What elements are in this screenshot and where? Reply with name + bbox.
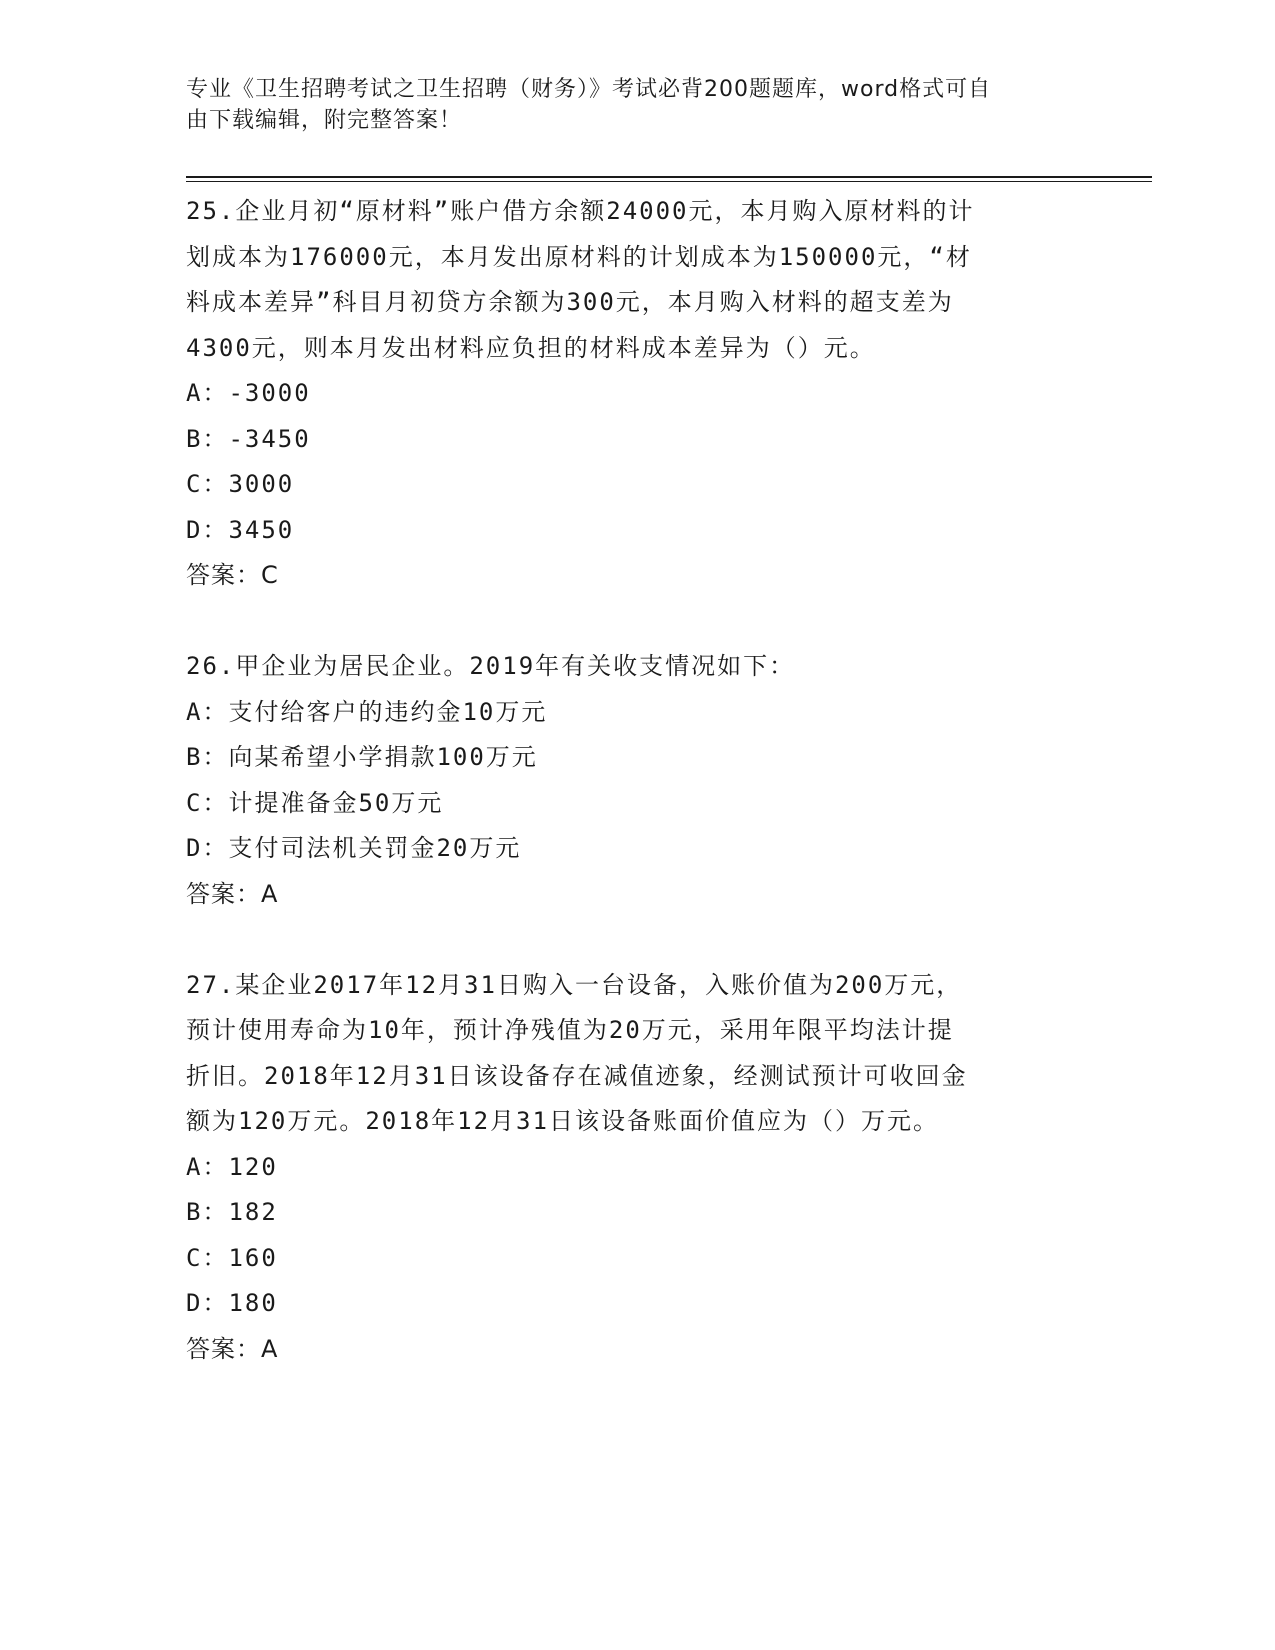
question-26 xyxy=(186,644,1076,917)
option-c: C：计提准备金50万元 xyxy=(186,788,444,817)
question-stem-line: 27.某企业2017年12月31日购入一台设备，入账价值为200万元， xyxy=(186,970,963,999)
option-a: A：120 xyxy=(186,1152,278,1181)
question-stem-line: 划成本为176000元，本月发出原材料的计划成本为150000元，“材 xyxy=(186,242,972,271)
question-stem-line: 25.企业月初“原材料”账户借方余额24000元，本月购入原材料的计 xyxy=(186,197,975,225)
header-rule-thin xyxy=(186,181,1152,182)
question-27 xyxy=(186,963,1076,1373)
header-rule-thick xyxy=(186,176,1152,178)
header-line-2: 由下载编辑，附完整答案！ xyxy=(186,108,463,133)
question-stem-line: 4300元，则本月发出材料应负担的材料成本差异为（）元。 xyxy=(186,333,876,362)
question-stem-line: 预计使用寿命为10年，预计净残值为20万元，采用年限平均法计提 xyxy=(186,1016,954,1044)
question-spacer xyxy=(186,599,1076,645)
option-d: D：支付司法机关罚金20万元 xyxy=(186,834,522,862)
option-d: D：180 xyxy=(186,1289,278,1317)
header-line-1: 专业《卫生招聘考试之卫生招聘（财务）》考试必背200题题库，word格式可自 xyxy=(186,77,992,102)
option-a: A：支付给客户的违约金10万元 xyxy=(186,697,548,726)
document-header xyxy=(186,74,1066,136)
option-b: B：-3450 xyxy=(186,424,311,453)
question-25 xyxy=(186,189,1076,599)
answer-line: 答案：A xyxy=(186,1334,279,1363)
question-spacer xyxy=(186,917,1076,963)
answer-line: 答案：C xyxy=(186,561,279,589)
option-c: C：160 xyxy=(186,1243,278,1272)
option-a: A：-3000 xyxy=(186,379,311,407)
answer-line: 答案：A xyxy=(186,879,279,908)
question-stem-line: 额为120万元。2018年12月31日该设备账面价值应为（）万元。 xyxy=(186,1107,939,1135)
option-b: B：向某希望小学捐款100万元 xyxy=(186,743,538,771)
option-b: B：182 xyxy=(186,1198,278,1226)
option-d: D：3450 xyxy=(186,515,295,544)
question-list xyxy=(186,189,1076,1372)
question-stem-line: 料成本差异”科目月初贷方余额为300元，本月购入材料的超支差为 xyxy=(186,288,954,316)
question-stem-line: 26.甲企业为居民企业。2019年有关收支情况如下： xyxy=(186,652,796,680)
question-stem-line: 折旧。2018年12月31日该设备存在减值迹象，经测试预计可收回金 xyxy=(186,1061,968,1090)
option-c: C：3000 xyxy=(186,470,295,498)
